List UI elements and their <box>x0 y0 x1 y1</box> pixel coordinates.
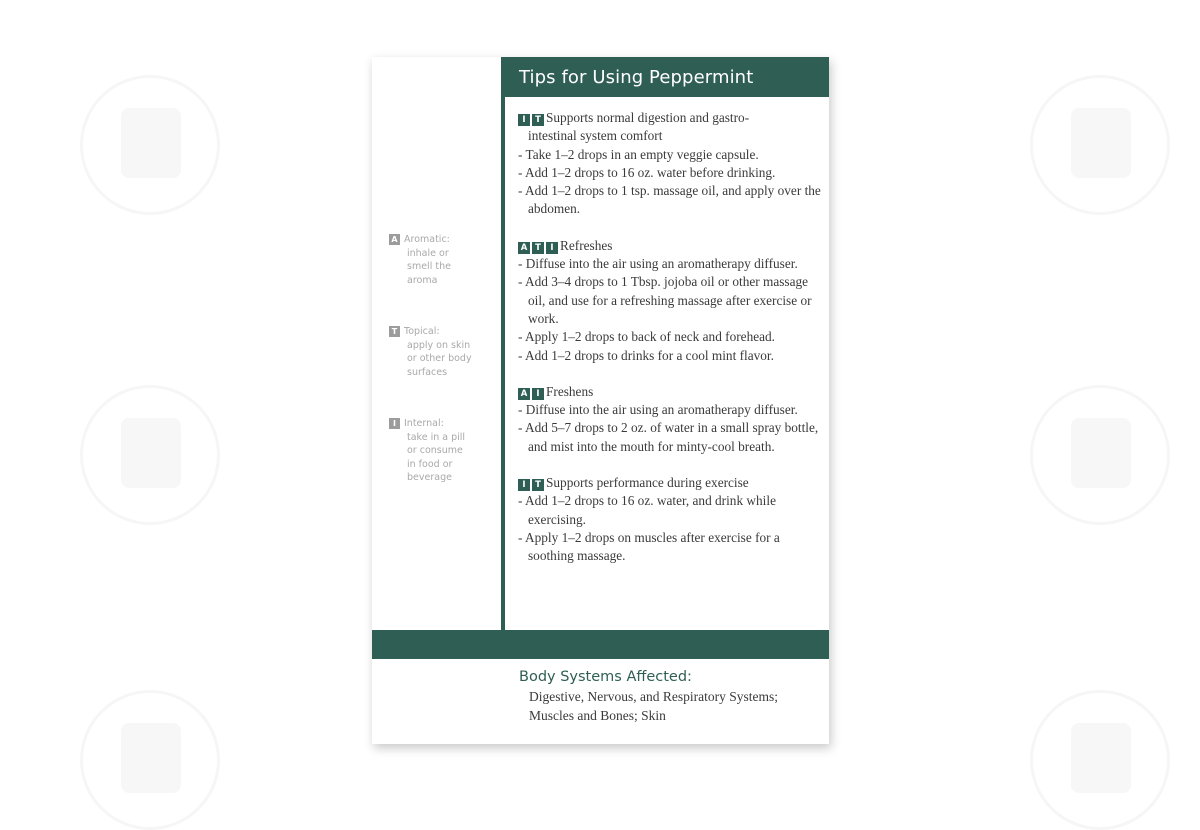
tip-item: - Apply 1–2 drops to back of neck and forehead. <box>518 329 775 345</box>
watermark-logo <box>80 690 220 830</box>
internal-badge-icon: I <box>546 242 558 254</box>
section-heading-text: Supports normal digestion and gastro- <box>546 110 750 125</box>
body-systems-line: Muscles and Bones; Skin <box>529 708 666 723</box>
internal-badge-icon: I <box>518 479 530 491</box>
watermark-logo <box>80 385 220 525</box>
watermark-logo <box>1030 690 1170 830</box>
topical-badge-icon: T <box>532 114 544 126</box>
tip-item: - Add 1–2 drops to drinks for a cool mint flavor. <box>518 347 774 363</box>
aromatic-badge-icon: A <box>389 234 400 245</box>
page-title: Tips for Using Peppermint <box>519 67 754 88</box>
section-heading <box>518 109 823 127</box>
legend-aromatic <box>389 233 489 287</box>
section-heading <box>518 237 823 255</box>
legend-desc-line: inhale or <box>407 247 449 259</box>
tip-item: - Add 1–2 drops to 16 oz. water before drinking. <box>518 164 776 180</box>
tip-item: - Apply 1–2 drops on muscles after exercise for a soothing massage. <box>518 529 780 564</box>
internal-badge-icon: I <box>389 418 400 429</box>
legend-label: Internal: <box>404 418 444 429</box>
legend-desc-line: smell the <box>407 261 451 272</box>
footer-bar <box>372 630 829 659</box>
section-heading <box>518 383 823 401</box>
aromatic-badge-icon: A <box>518 388 530 400</box>
legend-desc-line: or consume <box>407 445 463 456</box>
tip-item: - Diffuse into the air using an aromatherapy diffuser. <box>518 402 798 418</box>
internal-badge-icon: I <box>532 388 544 400</box>
topical-badge-icon: T <box>532 479 544 491</box>
green-side-rule <box>501 57 505 630</box>
section-heading-text: Supports performance during exercise <box>546 475 749 491</box>
watermark-logo <box>80 75 220 215</box>
tip-item: - Add 5–7 drops to 2 oz. of water in a small spray bottle, and mist into the mouth for minty-cool breath. <box>518 420 819 454</box>
section-heading-text: Freshens <box>546 383 594 399</box>
legend-internal <box>389 417 489 485</box>
section-heading-cont: intestinal system comfort <box>528 128 663 144</box>
section-heading-text: Refreshes <box>560 237 613 253</box>
legend-desc-line: surfaces <box>407 366 448 378</box>
section-refreshes <box>518 237 823 365</box>
legend-topical <box>389 325 489 379</box>
legend-label: Aromatic: <box>404 234 450 245</box>
body-systems-line: Digestive, Nervous, and Respiratory Systems; <box>529 689 778 704</box>
body-systems-section <box>519 667 819 725</box>
watermark-logo <box>1030 75 1170 215</box>
section-performance <box>518 474 823 565</box>
tip-item: - Add 3–4 drops to 1 Tbsp. jojoba oil or other massage oil, and use for a refreshing massage after exercise or work. <box>518 274 812 326</box>
aromatic-badge-icon: A <box>518 242 530 254</box>
tip-item: - Add 1–2 drops to 1 tsp. massage oil, and apply over the abdomen. <box>518 183 821 217</box>
topical-badge-icon: T <box>532 242 544 254</box>
tips-content <box>518 109 823 584</box>
legend-desc-line: beverage <box>407 472 452 483</box>
tip-item: - Take 1–2 drops in an empty veggie capsule. <box>518 146 759 162</box>
tip-item: - Add 1–2 drops to 16 oz. water, and drink while exercising. <box>518 493 776 527</box>
legend-label: Topical: <box>404 326 440 337</box>
legend-desc-line: in food or <box>407 458 453 470</box>
watermark-logo <box>1030 385 1170 525</box>
topical-badge-icon: T <box>389 326 400 337</box>
legend-desc-line: apply on skin <box>407 339 471 351</box>
body-systems-title: Body Systems Affected: <box>519 669 692 685</box>
header-bar <box>501 57 829 97</box>
section-heading <box>518 474 823 492</box>
section-digestion <box>518 109 823 219</box>
document-page <box>372 57 829 744</box>
legend-desc-line: or other body <box>407 353 472 364</box>
legend-desc-line: take in a pill <box>407 431 466 443</box>
section-freshens <box>518 383 823 456</box>
internal-badge-icon: I <box>518 114 530 126</box>
tip-item: - Diffuse into the air using an aromatherapy diffuser. <box>518 256 798 272</box>
legend-desc-line: aroma <box>407 274 438 286</box>
